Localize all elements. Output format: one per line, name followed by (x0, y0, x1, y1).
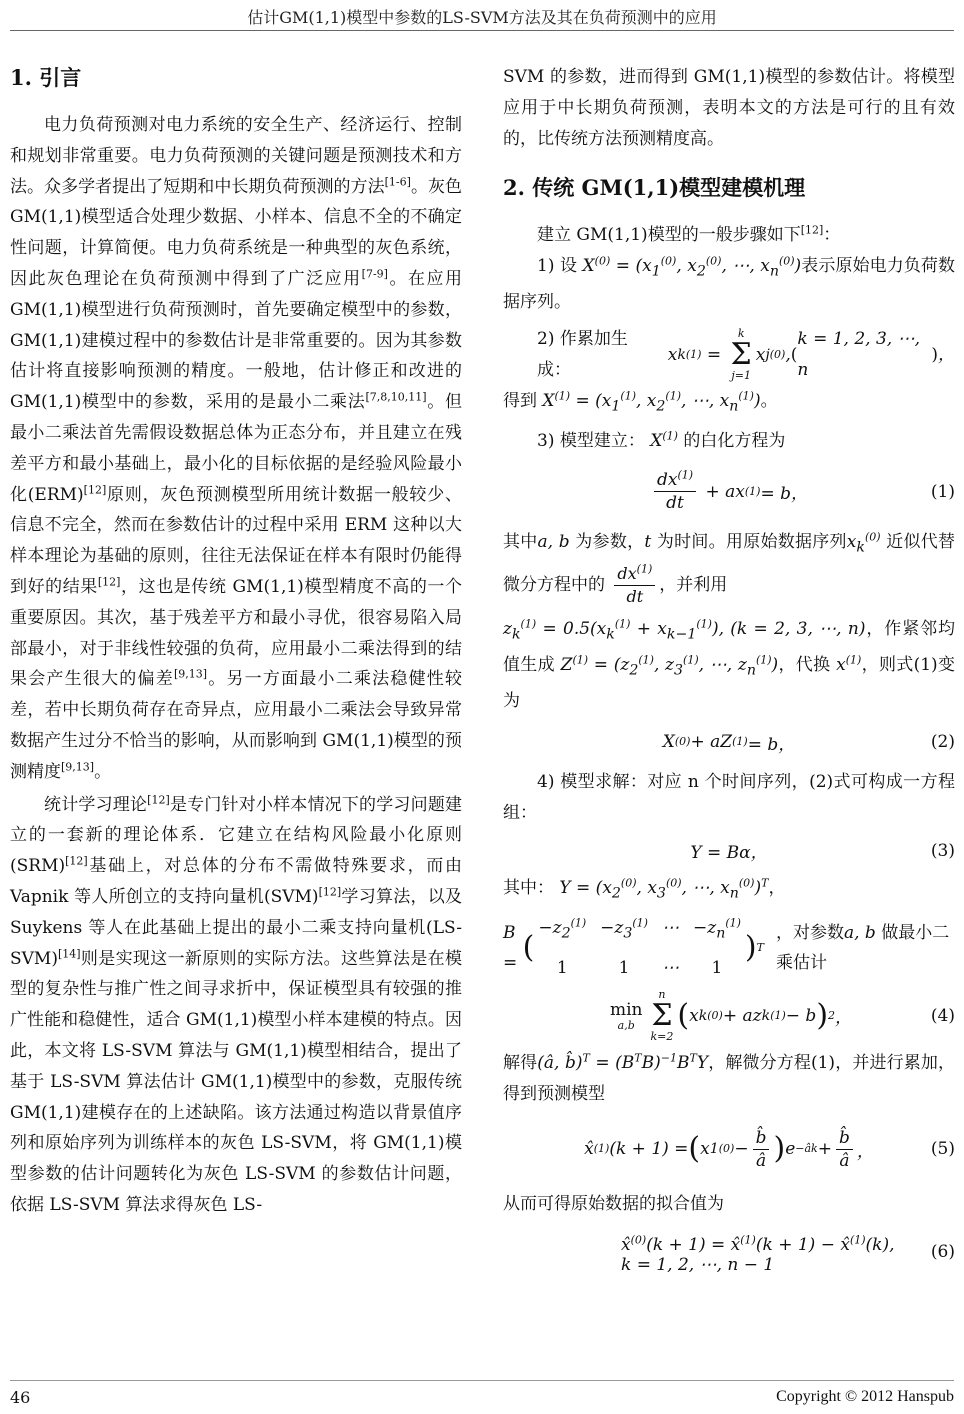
citation: [14] (57, 946, 81, 960)
formula-b-matrix: B = ( $-z_2^{(1)}$ $-z_3^{(1)}$ ⋯ $-z_n^{(1)}$ 1 1 ⋯ 1 ) T (503, 916, 764, 979)
header-rule (10, 30, 954, 31)
equation-1: $\frac{dx^{(1)}}{dt}$ + ax (1) = b， (1) (503, 457, 955, 527)
step-4: 4) 模型求解：对应 n 个时间序列，(2)式可构成一方程组： (503, 772, 955, 823)
formula-zk: $z_k^{(1)} = 0.5(x_k^{(1)} + x_{k-1}^{(1)})$, (k = 2, 3, ⋯, n) (503, 617, 866, 643)
left-column (10, 62, 462, 1221)
right-column (503, 62, 955, 1290)
equation-5: x̂ (1) (k + 1) = ( x 1 (0) − $\frac{b̂}{â}$ ) e −âk + $\frac{b̂}{â}$ ， (5) (584, 1127, 955, 1171)
steps-intro: 建立 GM(1,1)模型的一般步骤如下[12]： (537, 223, 841, 246)
running-head: 估计GM(1,1)模型中参数的LS-SVM方法及其在负荷预测中的应用 (247, 8, 717, 27)
citation: [12] (65, 854, 88, 868)
text-solution: 解得(â, b̂)$^T$ = $(B^TB)^{-1}B^TY$，解微分方程(1)，并进行累加，得到预测模型 (503, 1051, 955, 1104)
citation: [12] (318, 885, 342, 899)
citation: [12] (97, 575, 121, 589)
citation: [9,13] (173, 667, 208, 681)
formula-x0-sequence: $X^{(0)} = (x_1^{(0)}$, $x_2^{(0)}$, ⋯, $x_n^{(0)}$) (582, 254, 802, 280)
formula-x1-sequence: $X^{(1)} = (x_1^{(1)}$, $x_2^{(1)}$, ⋯, $x_n^{(1)}$) (542, 389, 761, 415)
text-background-value: $z_k^{(1)} = 0.5(x_k^{(1)} + x_{k-1}^{(1)})$, (k = 2, 3, ⋯, n)，作紧邻均值生成 $Z^{(1)} = (z_2^{(1)}$, $z_3^{(1)}$, ⋯, $z_n^{(1)}$)，代换 $x^{(1)}$，则式(1)变为 (503, 617, 956, 712)
citation: [1-6] (384, 174, 411, 188)
citation: [12] (83, 482, 107, 496)
step-3: 3) 模型建立： $X^{(1)}$ 的白化方程为 (537, 429, 786, 451)
text-y-def: 其中： $Y = (x_2^{(0)}$, $x_3^{(0)}$, ⋯, $x_n^{(0)})^T$， (503, 876, 786, 902)
section-1-heading: 1. 引言 (10, 65, 82, 90)
step-1: 1) 设 $X^{(0)} = (x_1^{(0)}$, $x_2^{(0)}$, ⋯, $x_n^{(0)}$)表示原始电力负荷数据序列。 (503, 254, 956, 313)
citation: [7-9] (361, 267, 388, 281)
text-params: 其中a, b 为参数，t 为时间。用原始数据序列$x_k^{(0)}$ 近似代替微分方程中的 $\frac{dx^{(1)}}{dt}$ ，并利用 (503, 530, 956, 606)
step-2: 2) 作累加生成： x k (1) = k Σ j=1 x j (0) , ( k = 1, 2, 3, ⋯, n ) ， (503, 324, 955, 386)
section-2-heading: 2. 传统 GM(1,1)模型建模机理 (503, 175, 806, 201)
intro-paragraph-1: 电力负荷预测对电力系统的安全生产、经济运行、控制和规划非常重要。电力负荷预测的关键问题是预测技术和方法。众多学者提出了短期和中长期负荷预测的方法[1-6]。灰色 GM(1,1)模型适合处理少数据、小样本、信息不全的不确定性问题，计算简便。电力负荷系统是一种典型的灰色系统，因此灰色理论在负荷预测中得到了广泛应用[7-9]。在应用 GM(1,1)模型进行负荷预测时，首先要确定模型中的参数，GM(1,1)建模过程中的参数估计是非常重要的。因为其参数估计将直接影响预测的精度。一般地，估计修正和改进的 GM(1,1)模型中的参数，采用的是最小二乘法[7,8,10,11]。但最小二乘法首先需假设数据总体为正态分布，并且建立在残差平方和最小基础上，最小化的目标依据的是经验风险最小化(ERM)[12]原则，灰色预测模型所用统计数据一般较少、信息不完全，然而在参数估计的过程中采用 ERM 这种以大样本理论为基础的原则，往往无法保证在样本有限时仍能得到好的结果[12]，这也是传统 GM(1,1)模型精度不高的一个重要原因。其次，基于残差平方和最小寻优，很容易陷入局部最小，对于非线性较强的负荷，应用最小二乘法得到的结果会产生很大的偏差[9,13]。另一方面最小二乘法稳健性较差，若中长期负荷存在奇异点，应用最小二乘法会导致异常数据产生过分不恰当的影响，从而影响到 GM(1,1)模型的预测精度[9,13]。 (10, 115, 463, 782)
equation-6: x̂$^{(0)}$(k + 1) = x̂$^{(1)}$(k + 1) − x̂$^{(1)}$(k), k = 1, 2, ⋯, n − 1 (6) (621, 1233, 955, 1276)
equation-2: X (0) + aZ (1) = b， (2) (662, 732, 955, 755)
copyright: Copyright © 2012 Hanspub (776, 1388, 954, 1405)
citation: [9,13] (61, 760, 95, 774)
intro-paragraph-3: SVM 的参数，进而得到 GM(1,1)模型的参数估计。将模型应用于中长期负荷预测，表明本文的方法是可行的且有效的，比传统方法预测精度高。 (503, 67, 955, 149)
step-2-result: 得到 $X^{(1)} = (x_1^{(1)}$, $x_2^{(1)}$, ⋯, $x_n^{(1)}$)。 (503, 389, 778, 415)
b-matrix-row: B = ( $-z_2^{(1)}$ $-z_3^{(1)}$ ⋯ $-z_n^{(1)}$ 1 1 ⋯ 1 ) T ，对参数a, b 做最小二乘估计 (503, 913, 955, 984)
text-fitted: 从而可得原始数据的拟合值为 (503, 1194, 724, 1215)
equation-4: min a,b n Σ k=2 ( x k (0) + az k (1) − b ) 2 ， (4) (609, 987, 955, 1043)
footer-rule (10, 1380, 954, 1381)
page-number: 46 (10, 1388, 31, 1407)
citation: [7,8,10,11] (365, 390, 427, 404)
intro-paragraph-2: 统计学习理论[12]是专门针对小样本情况下的学习问题建立的一套新的理论体系．它建立在结构风险最小化原则(SRM)[12]基础上，对总体的分布不需做特殊要求，而由 Vapnik 等人所创立的支持向量机(SVM)[12]学习算法，以及 Suykens 等人在此基础上提出的最小二乘支持向量机(LS-SVM)[14]则是实现这一新原则的实际方法。这些算法是在模型的复杂性与推广性之间寻求折中，保证模型具有较强的推广性能和稳健性，适合 GM(1,1)模型小样本建模的特点。因此，本文将 LS-SVM 算法与 GM(1,1)模型相结合，提出了基于 LS-SVM 算法估计 GM(1,1)模型中的参数，克服传统 GM(1,1)建模存在的上述缺陷。该方法通过构造以背景值序列和原始序列为训练样本的灰色 LS-SVM，将 GM(1,1)模型参数的估计问题转化为灰色 LS-SVM 的参数估计问题，依据 LS-SVM 算法求得灰色 LS- (10, 792, 463, 1215)
citation: [12] (147, 792, 170, 806)
equation-3: Y = Bα， (3) (690, 840, 955, 864)
formula-accumulate: x k (1) = k Σ j=1 x j (0) , ( k = 1, 2, 3, ⋯, n ) ， (667, 326, 955, 382)
